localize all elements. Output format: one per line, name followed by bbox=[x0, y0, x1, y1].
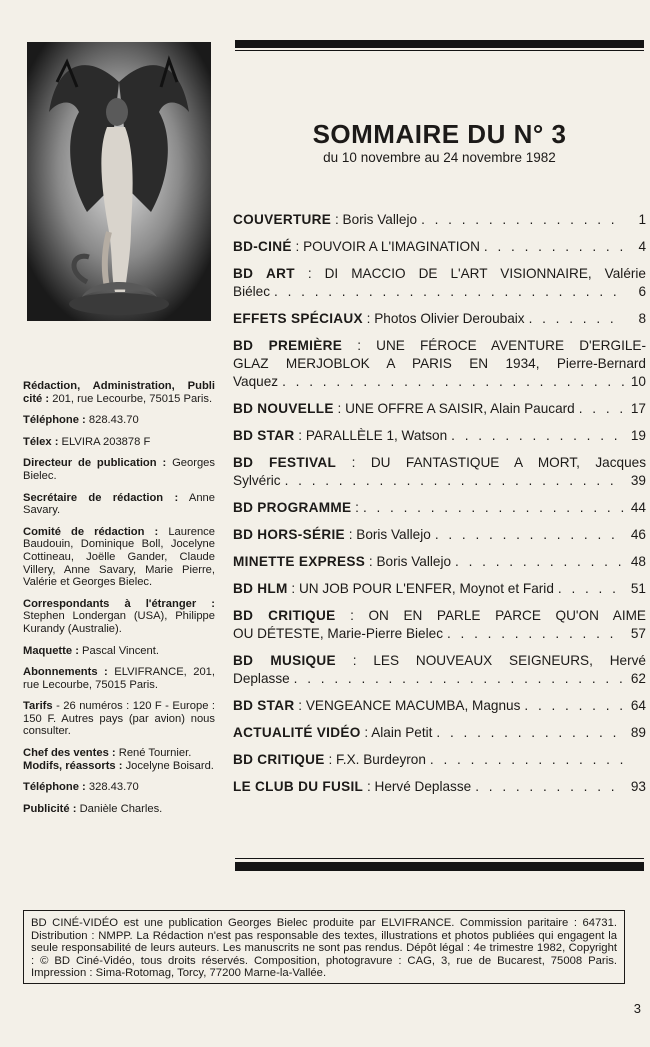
toc-page-number: 44 bbox=[630, 500, 646, 515]
toc-entry bbox=[233, 553, 646, 571]
toc-entry bbox=[233, 499, 646, 517]
toc-text-continued: Biélec bbox=[233, 284, 271, 299]
toc-heading: BD MUSIQUE bbox=[233, 653, 336, 668]
staff-value: Laurence Baudouin, Dominique Boll, Jocelyne Cottineau, Joëlle Gander, Claude Villery, Anne Savary, Marie Pierre, Valérie et Georges Bielec. bbox=[23, 525, 215, 589]
staff-label: Directeur de publication : bbox=[23, 457, 167, 470]
dot-leader bbox=[455, 553, 624, 571]
toc-text: : UN JOB POUR L'ENFER, Moynot et Farid bbox=[287, 581, 554, 596]
dot-leader bbox=[447, 625, 624, 643]
staff-label: Chef des ventes : bbox=[23, 747, 116, 760]
toc-heading: BD HLM bbox=[233, 581, 288, 596]
toc-heading: BD NOUVELLE bbox=[233, 401, 334, 416]
toc-text: : Boris Vallejo bbox=[365, 554, 452, 569]
dot-leader bbox=[436, 724, 624, 742]
staff-value: Georges Bielec. bbox=[23, 457, 215, 482]
toc-page-number: 48 bbox=[630, 554, 646, 569]
toc-page-number: 10 bbox=[630, 374, 646, 389]
toc-heading: BD STAR bbox=[233, 698, 295, 713]
toc-entry bbox=[233, 724, 646, 742]
toc-entry bbox=[233, 526, 646, 544]
toc-entry bbox=[233, 400, 646, 418]
page-number: 3 bbox=[633, 1001, 641, 1016]
toc-text: : Boris Vallejo bbox=[344, 527, 431, 542]
toc-text: : UNE OFFRE A SAISIR, Alain Paucard bbox=[333, 401, 575, 416]
toc-page-number: 6 bbox=[638, 284, 646, 299]
toc-entry bbox=[233, 238, 646, 256]
toc-text-continued: Sylvéric bbox=[233, 473, 281, 488]
staff-entry bbox=[23, 700, 215, 738]
toc-page-number: 93 bbox=[630, 779, 646, 794]
toc-entry bbox=[233, 751, 646, 769]
staff-label: Secrétaire de rédaction : bbox=[23, 491, 179, 504]
staff-entry bbox=[23, 747, 215, 760]
staff-label: Comité de rédaction : bbox=[23, 525, 159, 538]
bottom-rule bbox=[235, 862, 644, 871]
toc-text: : Hervé Deplasse bbox=[363, 779, 472, 794]
staff-entry bbox=[23, 414, 215, 427]
toc-entry bbox=[233, 310, 646, 328]
staff-entry bbox=[23, 492, 215, 517]
toc-heading: BD STAR bbox=[233, 428, 295, 443]
toc-heading: BD HORS-SÉRIE bbox=[233, 527, 345, 542]
toc-entry bbox=[233, 607, 646, 643]
dot-leader bbox=[451, 427, 624, 445]
toc-entry bbox=[233, 778, 646, 796]
staff-entry bbox=[23, 526, 215, 589]
dot-leader bbox=[274, 283, 624, 301]
toc-page-number: 4 bbox=[638, 239, 646, 254]
staff-value: Jocelyne Boisard. bbox=[122, 759, 214, 772]
table-of-contents bbox=[233, 211, 646, 805]
staff-label: Maquette : bbox=[23, 644, 79, 657]
toc-entry bbox=[233, 697, 646, 715]
toc-heading: MINETTE EXPRESS bbox=[233, 554, 366, 569]
staff-value: 328.43.70 bbox=[85, 781, 139, 794]
staff-entry bbox=[23, 457, 215, 482]
dot-leader bbox=[430, 751, 624, 769]
dot-leader bbox=[484, 238, 624, 256]
toc-entry bbox=[233, 427, 646, 445]
toc-text-continued: OU DÉTESTE, Marie-Pierre Bielec bbox=[233, 626, 443, 641]
toc-page-number: 39 bbox=[630, 473, 646, 488]
winged-figure-illustration-icon bbox=[27, 42, 211, 321]
toc-heading: COUVERTURE bbox=[233, 212, 332, 227]
staff-label: Modifs, réassorts : bbox=[23, 759, 123, 772]
toc-page-number: 89 bbox=[630, 725, 646, 740]
toc-text: : POUVOIR A L'IMAGINATION bbox=[291, 239, 480, 254]
staff-value: Anne Savary. bbox=[23, 491, 215, 517]
dot-leader bbox=[294, 670, 624, 688]
dot-leader bbox=[579, 400, 624, 418]
staff-entry bbox=[23, 666, 215, 691]
toc-text: : LES NOUVEAUX SEIGNEURS, Hervé bbox=[335, 653, 646, 668]
top-rule-thin bbox=[235, 50, 644, 51]
staff-label: Correspondants à l'étranger : bbox=[23, 597, 215, 610]
dot-leader bbox=[524, 697, 624, 715]
colophon-box: BD CINÉ-VIDÉO est une publication Georges Bielec produite par ELVIFRANCE. Commission paritaire : 64731. Distribution : NMPP. La Rédaction n'est pas responsable des textes, illustrations et photos publiées qui engagent la seule responsabilité de leurs auteurs. Les manuscrits ne sont pas rendus. Dépôt légal : 4e trimestre 1982, Copyright : © BD Ciné-Vidéo, tous droits réservés. Composition, photogravure : CAG, 3, rue de Bucarest, 75008 Paris. Impression : Sima-Rotomag, Torcy, 77200 Marne-la-Vallée. bbox=[23, 910, 625, 984]
toc-entry bbox=[233, 265, 646, 301]
toc-page-number: 51 bbox=[630, 581, 646, 596]
staff-value: ELVIRA 203878 F bbox=[58, 435, 151, 448]
staff-value: - 26 numéros : 120 F - Europe : 150 F. Autres pays (par avion) nous consulter. bbox=[23, 700, 215, 738]
toc-heading: BD ART bbox=[233, 266, 295, 281]
dot-leader bbox=[529, 310, 624, 328]
toc-heading: BD PREMIÈRE bbox=[233, 338, 343, 353]
toc-page-number: 57 bbox=[630, 626, 646, 641]
staff-credits bbox=[23, 380, 215, 824]
issue-dates: du 10 novembre au 24 novembre 1982 bbox=[323, 150, 556, 165]
toc-text: : F.X. Burdeyron bbox=[324, 752, 426, 767]
toc-page-number: 62 bbox=[630, 671, 646, 686]
toc-entry bbox=[233, 580, 646, 598]
staff-value: Stephen Londergan (USA), Philippe Kurandy (Australie). bbox=[23, 610, 215, 635]
staff-value: René Tournier. bbox=[115, 747, 192, 760]
staff-label: Tarifs bbox=[23, 700, 53, 713]
dot-leader bbox=[421, 211, 624, 229]
toc-text-continued: Deplasse bbox=[233, 671, 290, 686]
toc-page-number: 46 bbox=[630, 527, 646, 542]
toc-text: : Photos Olivier Deroubaix bbox=[362, 311, 525, 326]
top-rule bbox=[235, 40, 644, 48]
toc-text: : Alain Petit bbox=[360, 725, 433, 740]
toc-page-number: 64 bbox=[630, 698, 646, 713]
toc-text: : UNE FÉROCE AVENTURE D'ERGILE- bbox=[342, 338, 646, 353]
toc-page-number: 19 bbox=[630, 428, 646, 443]
dot-leader bbox=[363, 499, 624, 517]
toc-entry bbox=[233, 652, 646, 688]
toc-text: : DI MACCIO DE L'ART VISIONNAIRE, Valérie bbox=[294, 266, 646, 281]
staff-label: Téléphone : bbox=[23, 781, 86, 794]
staff-value: ELVIFRANCE, 201, rue Lecourbe, 75015 Paris. bbox=[23, 666, 215, 691]
toc-text: : bbox=[351, 500, 359, 515]
staff-value: 828.43.70 bbox=[85, 414, 139, 427]
staff-entry bbox=[23, 760, 215, 773]
dot-leader bbox=[285, 472, 624, 490]
toc-heading: BD CRITIQUE bbox=[233, 752, 325, 767]
staff-label: Rédaction, Administration, Publi cité : bbox=[23, 380, 215, 405]
toc-heading: BD PROGRAMME bbox=[233, 500, 352, 515]
toc-text: : Boris Vallejo bbox=[331, 212, 418, 227]
toc-entry bbox=[233, 454, 646, 490]
staff-label: Télex : bbox=[23, 435, 59, 448]
toc-page-number: 1 bbox=[638, 212, 646, 227]
staff-entry bbox=[23, 803, 215, 816]
toc-heading: BD FESTIVAL bbox=[233, 455, 337, 470]
toc-text: : ON EN PARLE PARCE QU'ON AIME bbox=[335, 608, 646, 623]
toc-text: : PARALLÈLE 1, Watson bbox=[294, 428, 448, 443]
staff-entry bbox=[23, 436, 215, 449]
staff-entry bbox=[23, 598, 215, 636]
staff-value: 201, rue Lecourbe, 75015 Paris. bbox=[49, 392, 213, 405]
staff-value: Danièle Charles. bbox=[76, 802, 163, 815]
toc-text-continued: Vaquez bbox=[233, 374, 279, 389]
toc-text: : DU FANTASTIQUE A MORT, Jacques bbox=[336, 455, 646, 470]
toc-text: : VENGEANCE MACUMBA, Magnus bbox=[294, 698, 521, 713]
staff-entry bbox=[23, 645, 215, 658]
toc-heading: ACTUALITÉ VIDÉO bbox=[233, 725, 361, 740]
dot-leader bbox=[282, 373, 624, 391]
toc-entry bbox=[233, 337, 646, 391]
staff-label: Publicité : bbox=[23, 802, 77, 815]
staff-label: Téléphone : bbox=[23, 414, 86, 427]
staff-label: Abonnements : bbox=[23, 666, 108, 679]
toc-heading: LE CLUB DU FUSIL bbox=[233, 779, 364, 794]
toc-page-number: 17 bbox=[630, 401, 646, 416]
dot-leader bbox=[475, 778, 624, 796]
staff-entry bbox=[23, 380, 215, 405]
bottom-rule-thin bbox=[235, 858, 644, 859]
toc-heading: BD CRITIQUE bbox=[233, 608, 336, 623]
cover-illustration bbox=[27, 42, 211, 321]
toc-entry bbox=[233, 211, 646, 229]
toc-text-middle: GLAZ MERJOBLOK A PARIS EN 1934, Pierre-Bernard bbox=[233, 356, 646, 371]
staff-entry bbox=[23, 781, 215, 794]
dot-leader bbox=[558, 580, 624, 598]
staff-value: Pascal Vincent. bbox=[78, 644, 159, 657]
toc-heading: EFFETS SPÉCIAUX bbox=[233, 311, 363, 326]
page-title: SOMMAIRE DU N° 3 bbox=[312, 119, 567, 149]
dot-leader bbox=[435, 526, 624, 544]
toc-heading: BD-CINÉ bbox=[233, 239, 292, 254]
toc-page-number: 8 bbox=[638, 311, 646, 326]
